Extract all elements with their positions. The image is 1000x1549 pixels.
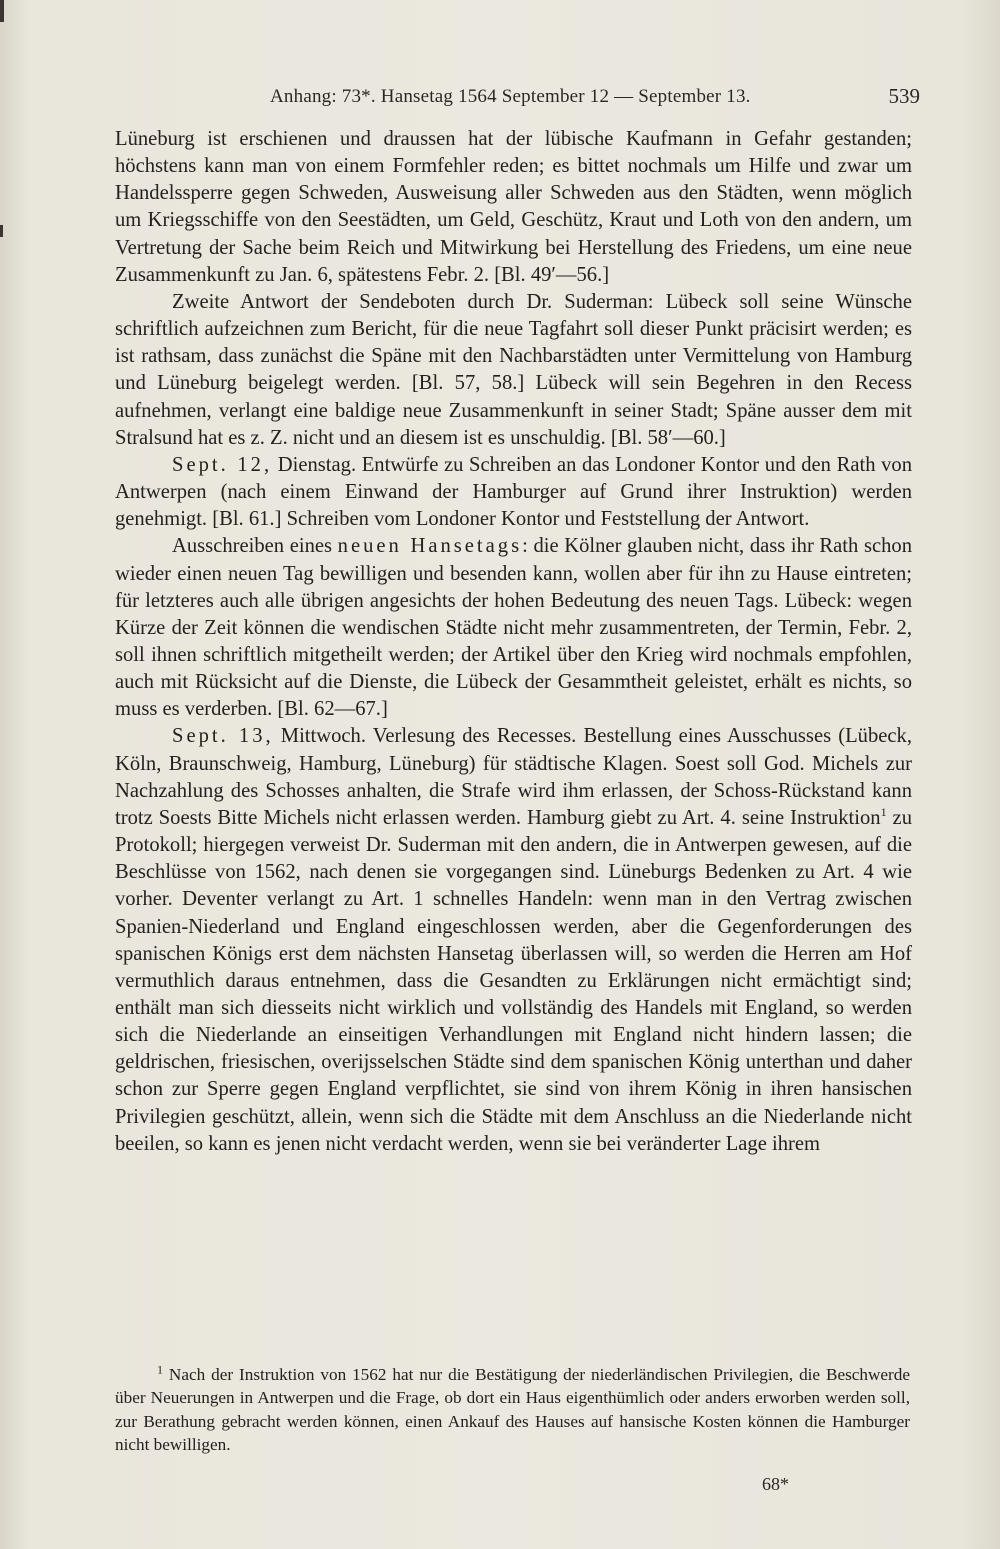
paragraph-4 [115,533,912,723]
footnote-mark: 1 [157,1362,163,1377]
paragraph-text: Zweite Antwort der Sendeboten durch Dr. Suderman: Lübeck soll seine Wünsche schriftlich aufzeichnen zum Bericht, für die neue Tagfahrt soll dieser Punkt präcisirt werden; es ist rathsam, dass zunächst die Späne mit den Nachbarstädten unter Vermittelung von Hamburg und Lüneburg beigelegt werden. [Bl. 57, 58.] Lübeck will sein Begehren in den Recess aufnehmen, verlangt eine baldige neue Zusammenkunft in seiner Stadt; Späne ausser dem mit Stralsund hat es z. Z. nicht und an diesem ist es unschuldig. [Bl. 58′—60.] [115,290,912,449]
spaced-term: neuen Hansetags [337,535,523,558]
signature-mark: 68* [762,1474,789,1494]
date-lead: Sept. 13, [172,725,274,748]
paragraph-text: Dienstag. Entwürfe zu Schreiben an das Londoner Kontor und den Rath von Antwerpen (nach einem Einwand der Hamburger auf Grund ihrer Instruktion) werden genehmigt. [Bl. 61.] Schreiben vom Londoner Kontor und Feststellung der Antwort. [115,453,912,531]
paragraph-text: : die Kölner glauben nicht, dass ihr Rath schon wieder einen neuen Tag bewilligen und besenden kann, wollen aber für ihn zu Hause eintreten; für letzteres auch alle übrigen angesichts der hohen Bedeutung des neuen Tags. Lübeck: wegen Kürze der Zeit können die wendischen Städte nicht mehr zusammentreten, der Termin, Febr. 2, soll ihnen schriftlich mitgetheilt werden; der Artikel über den Krieg wird nochmals empfohlen, auch mit Rücksicht auf die Dienste, die Lübeck der Gesammtheit geleistet, erhält es nichts, so muss es verderben. [Bl. 62—67.] [115,535,912,721]
binding-edge-mark [0,225,3,237]
main-text [115,126,912,1158]
footnote-text: Nach der Instruktion von 1562 hat nur die Bestätigung der niederländischen Privilegien, die Beschwerde über Neuerungen in Antwerpen und die Frage, ob dort ein Haus eigenthümlich oder anders erworben werden soll, zur Berathung gebracht werden können, einen Ankauf des Hauses auf hansische Kosten können die Hamburger nicht bewilligen. [115,1365,910,1455]
paragraph-1 [115,126,912,289]
running-header [270,84,920,114]
paragraph-2 [115,289,912,452]
paragraph-pre: Ausschreiben eines [172,535,338,558]
date-lead: Sept. 12, [172,453,273,476]
paragraph-3 [115,452,912,533]
paragraph-text: zu Protokoll; hiergegen verweist Dr. Suderman mit den andern, die in Antwerpen gewesen, auf die Beschlüsse von 1562, nach denen sie vorgegangen sind. Lüneburgs Bedenken zu Art. 4 wie vorher. Deventer verlangt zu Art. 1 schnelles Handeln: wenn man in den Vertrag zwischen Spanien-Niederland und England eingeschlossen werden, aber die Gegenforderungen des spanischen Königs erst dem nächsten Hansetag überlassen will, so werden die Herren am Hof vermuthlich daraus entnehmen, dass die Gesandten zu Erklärungen nicht ermächtigt sind; enthält man sich diesseits nicht wirklich und vollständig des Handels mit England, so werden sich die Niederlande an einseitigen Verhandlungen mit England nicht hindern lassen; die geldrischen, friesischen, overijsselschen Städte sind dem spanischen König unterthan und daher schon zur Sperre gegen England verpflichtet, sie sind von ihrem König in ihren hansischen Privilegien geschützt, allein, wenn sich die Städte mit dem Anschluss an die Niederlande nicht beeilen, so kann es jenen nicht verdacht werden, wenn sie bei veränderter Lage ihrem [115,806,912,1155]
running-title: Anhang: 73*. Hansetag 1564 September 12 — September 13. [270,86,751,107]
footnote-reference: 1 [880,805,887,820]
footnote [115,1363,910,1457]
paragraph-5 [115,723,912,1158]
page-number: 539 [888,84,920,108]
paragraph-text: Mittwoch. Verlesung des Recesses. Bestellung eines Ausschusses (Lübeck, Köln, Braunschweig, Hamburg, Lüneburg) für städtische Klagen. Soest soll God. Michels zur Nachzahlung des Schosses anhalten, die Strafe wird ihm erlassen, der Schoss-Rückstand kann trotz Soests Bitte Michels nicht erlassen werden. Hamburg giebt zu Art. 4. seine Instruktion [115,725,912,829]
binding-edge-mark [0,0,4,22]
paragraph-text: Lüneburg ist erschienen und draussen hat der lübische Kaufmann in Gefahr gestanden; höchstens kann man von einem Formfehler reden; es bittet nochmals um Hilfe und zwar um Handelssperre gegen Schweden, Ausweisung aller Schweden aus den Städten, wenn möglich um Kriegsschiffe von den Seestädten, um Geld, Geschütz, Kraut und Loth von den andern, um Vertretung der Sache beim Reich und Mitwirkung bei Herstellung des Friedens, um eine neue Zusammenkunft zu Jan. 6, spätestens Febr. 2. [Bl. 49′—56.] [115,128,912,286]
